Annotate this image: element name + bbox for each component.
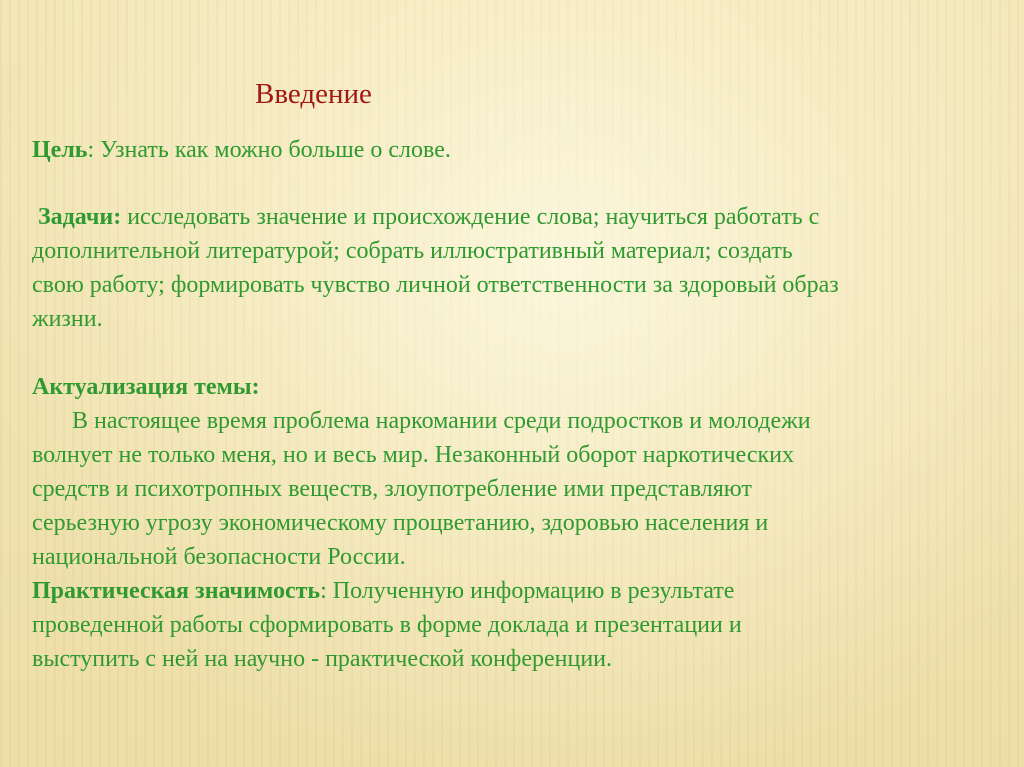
relevance-line-5: национальной безопасности России.	[32, 544, 406, 570]
slide-title: Введение	[255, 78, 372, 110]
relevance-line-1: В настоящее время проблема наркомании среди подростков и молодежи	[72, 408, 811, 434]
relevance-line-4: серьезную угрозу экономическому процветанию, здоровью населения и	[32, 510, 769, 536]
tasks-line-1	[32, 200, 819, 234]
significance-line-2: проведенной работы сформировать в форме доклада и презентации и	[32, 612, 742, 638]
significance-text: : Полученную информацию в результате	[320, 578, 735, 604]
significance-line-3: выступить с ней на научно - практической конференции.	[32, 646, 613, 672]
tasks-line-2: дополнительной литературой; собрать иллюстративный материал; создать	[32, 238, 793, 264]
relevance-line-3: средств и психотропных веществ, злоупотребление ими представляют	[32, 476, 752, 502]
tasks-label: Задачи:	[38, 204, 122, 230]
goal-line	[32, 133, 451, 167]
tasks-line-3: свою работу; формировать чувство личной ответственности за здоровый образ	[32, 272, 839, 298]
relevance-line-2: волнует не только меня, но и весь мир. Незаконный оборот наркотических	[32, 442, 795, 468]
significance-label: Практическая значимость	[32, 578, 321, 604]
tasks-text: исследовать значение и происхождение слова; научиться работать с	[121, 204, 820, 230]
tasks-line-4: жизни.	[32, 306, 103, 332]
significance-line-1	[32, 574, 734, 608]
goal-text: : Узнать как можно больше о слове.	[87, 137, 451, 163]
goal-label: Цель	[32, 137, 88, 163]
relevance-label: Актуализация темы:	[32, 374, 260, 400]
